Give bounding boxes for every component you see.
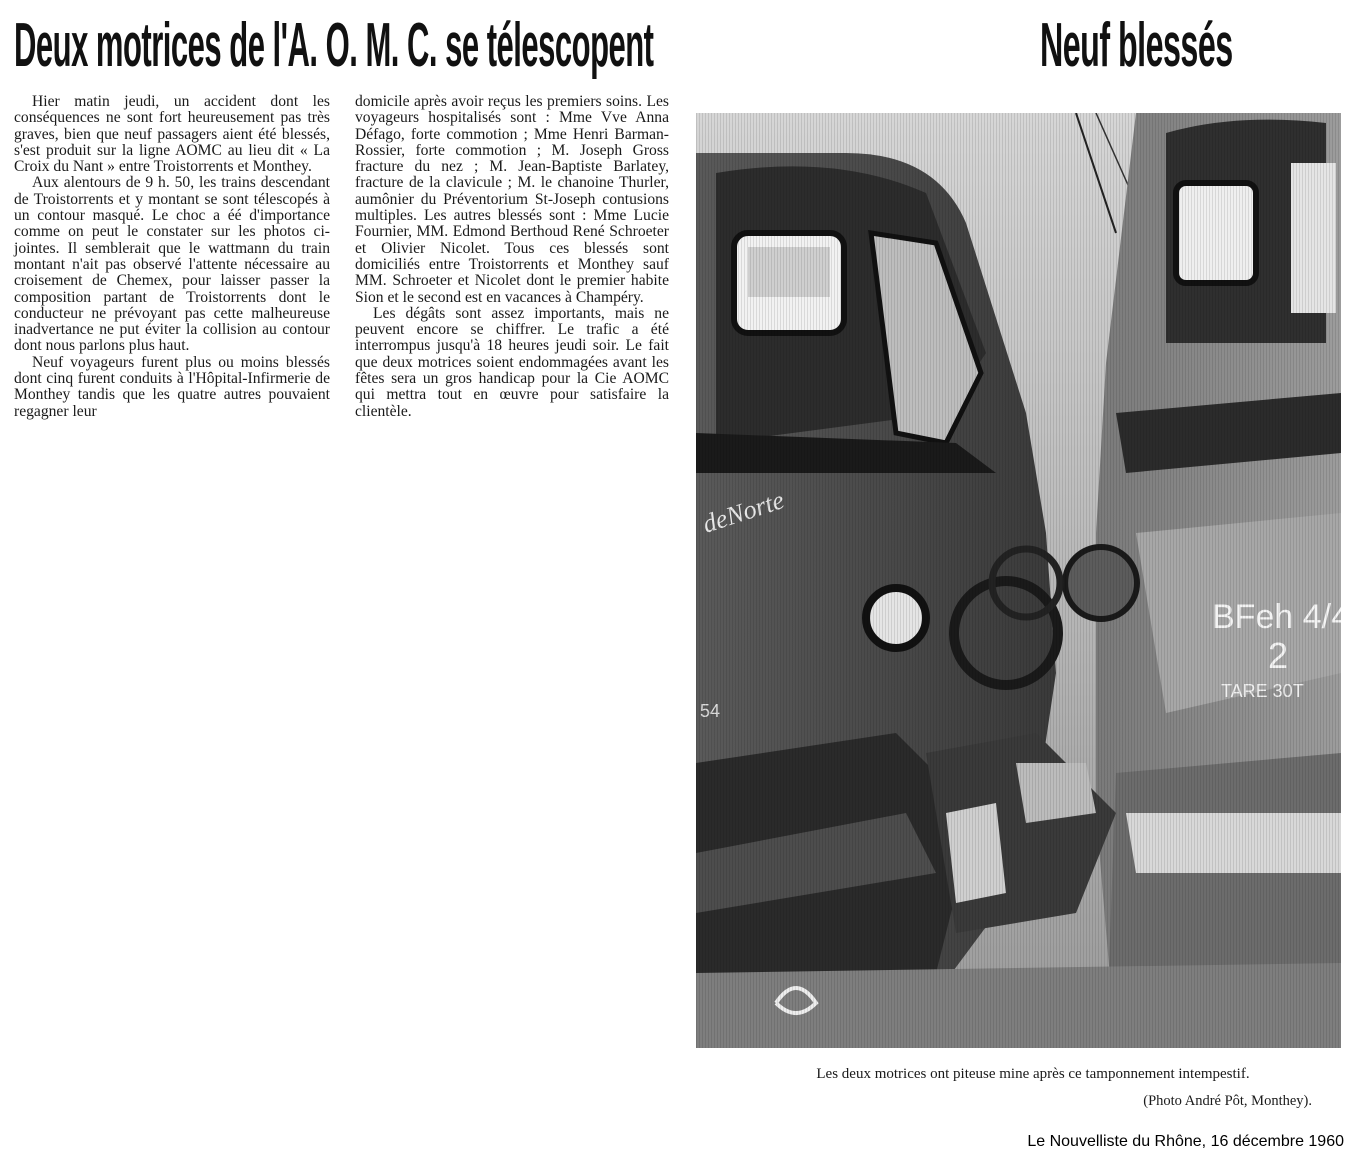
photo-illustration (696, 113, 1341, 1048)
article-paragraph-continued: domicile après avoir reçus les premiers soins. Les voyageurs hospitalisés sont : Mme Vve Anna Défago, forte commotion ; Mme Henri Barman-Rossier, forte commotion ; M. Joseph Gross fracture du nez ; M. Jean-Baptiste Barlatey, fracture de la clavicule ; M. le chanoine Thurler, aumônier du Préventorium St-Joseph contusions multiples. Les autres blessés sont : Mme Lucie Fournier, MM. Edmond Berthoud René Schroeter et Olivier Nicolet. Tous ces blessés sont domiciliés entre Troistorrents et Monthey sauf MM. Schroeter et Nicolet dont le premier habite Sion et le second est en vacances à Champéry. (355, 93, 669, 306)
article-column-2 (355, 94, 669, 420)
headline-side: Neuf blessés (1040, 11, 1233, 80)
accident-photo (696, 113, 1341, 1048)
source-line: Le Nouvelliste du Rhône, 16 décembre 1960 (1027, 1133, 1344, 1150)
photo-credit: (Photo André Pôt, Monthey). (1143, 1093, 1312, 1109)
article-paragraph: Hier matin jeudi, un accident dont les conséquences ne sont fort heureusement pas très graves, bien que neuf passagers aient été blessés, s'est produit sur la ligne AOMC au lieu dit « La Croix du Nant » entre Troistorrents et Monthey. (14, 93, 330, 176)
article-paragraph: Aux alentours de 9 h. 50, les trains descendant de Troistorrents et y montant se sont télescopés à un contour masqué. Le choc a éé d'importance comme on peut le constater sur les photos ci-jointes. Il semblerait que le wattmann du train montant n'ait pas observé l'attente nécessaire au croisement de Chemex, pour laisser passer la composition partant de Troistorrents dont le conducteur ne prévoyant pas cette malheureuse inadvertance ne put éviter la collision au contour dont nous parlons plus haut. (14, 174, 330, 355)
photo-caption: Les deux motrices ont piteuse mine après ce tamponnement intempestif. (816, 1066, 1250, 1082)
article-paragraph: Les dégâts sont assez importants, mais ne peuvent encore se chiffrer. Le trafic a été interrompus jusqu'à 18 heures jeudi soir. Le fait que deux motrices soient endommagées avant les fêtes sera un gros handicap pour la Cie AOMC qui mettra tout en œuvre pour satisfaire la clientèle. (355, 304, 669, 420)
headline-main: Deux motrices de l'A. O. M. C. se télescopent (14, 11, 654, 80)
article-paragraph: Neuf voyageurs furent plus ou moins blessés dont cinq furent conduits à l'Hôpital-Infirmerie de Monthey tandis que les quatre autres pouvaient regagner leur (14, 353, 330, 420)
article-column-1 (14, 94, 330, 420)
